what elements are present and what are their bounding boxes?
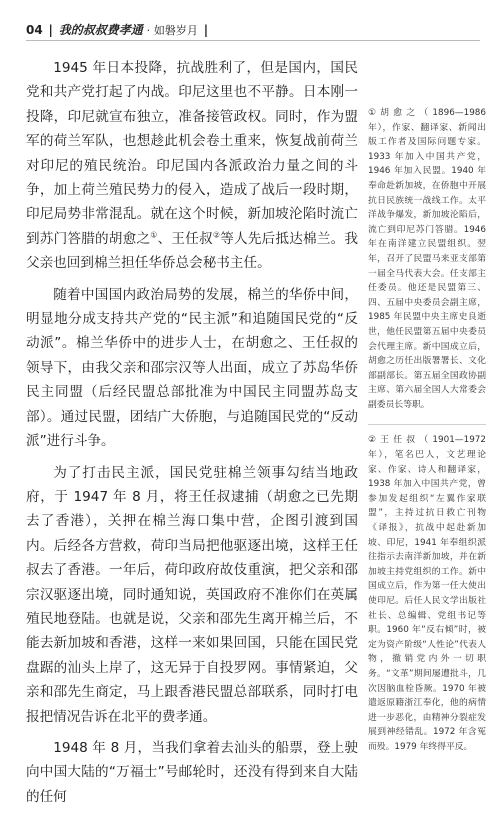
paragraph: 随着中国国内政治局势的发展，棉兰的华侨中间，明显地分成支持共产党的“民主派”和追随国民党的“反动派”。棉兰华侨中的进步人士，在胡愈之、王任叔的领导下，由我父亲和邵宗汉等人出面，成立了苏岛华侨民主同盟（后经民盟总部批准为中国民主同盟苏岛支部）。通过民盟，团结广大侨胞，与追随国民党的“反动派”进行斗争。 xyxy=(26,286,358,450)
footnote-2 xyxy=(368,424,486,754)
header-separator-end: | xyxy=(203,23,209,37)
footnote-text: 胡愈之（1896—1986 年），作家、翻译家、新闻出版工作者及国际问题专家。1933 年加入中国共产党，1946 年加入民盟。1940 年奉命赴新加坡，在侨胞中开展抗日民族统一战线工作。太平洋战争爆发，新加坡沦陷后，流亡到印尼苏门答腊。1946 年在南洋建立民盟组织。翌年，召开了民盟马来亚支部第一届全马代表大会。任支部主任委员。他还是民盟第三、四、五届中央委员会副主席，1985 年民盟中央主席史良逝世，他任民盟第五届中央委员会代理主席。新中国成立后，胡愈之历任出版署署长、文化部副部长。第五届全国政协副主席、第六届全国人大常委会副委员长等职。 xyxy=(368,108,486,410)
book-title: 我的叔叔费孝通 xyxy=(58,23,143,37)
paragraph-text: 、王任叔 xyxy=(157,230,213,247)
footnote-text: 王任叔（1901—1972 年），笔名巴人，文艺理论家、作家、诗人和翻译家，1938 年加入中国共产党，曾参加发起组织“左翼作家联盟”，主持过抗日救亡刊物《译报》，抗战中起赴新加坡、印尼，1941 年奉组织派往指示去南洋新加坡，并在新加坡主持党组织的工作。新中国成立后，作为第一任大使出使印尼。后任人民文学出版社社长、总编辑、党组书记等职。1960 年“反右倾”时，被定为资产阶级“人性论”代表人物，撤销党内外一切职务。“文革”期间屡遭批斗，几次因脑血栓昏厥。1970 年被遣返原籍浙江奉化，他的病情进一步恶化，由精神分裂症发展到神经错乱。1972 年含冤而殁。1979 年终得平反。 xyxy=(368,435,486,752)
main-text xyxy=(26,56,358,816)
footnote-marker: ② xyxy=(368,435,381,446)
page-number: 04 xyxy=(26,23,43,37)
paragraph-text: 等人先后抵达棉兰。我父亲也回到棉兰担任华侨总会秘书主任。 xyxy=(26,230,359,272)
margin-notes xyxy=(368,106,486,755)
header-separator: | xyxy=(48,23,53,37)
header-rule xyxy=(26,40,480,41)
running-header xyxy=(26,22,480,39)
paragraph: 1948 年 8 月，当我们拿着去汕头的船票，登上驶向中国大陆的“万福士”号邮轮时，还没有得到来自大陆的任何 xyxy=(26,739,358,805)
paragraph: 为了打击民主派，国民党驻棉兰领事勾结当地政府，于 1947 年 8 月，将王任叔逮捕（胡愈之已先期去了香港），关押在棉兰海口集中营，企图引渡到国内。后经各方营救，荷印当局把他驱逐出境，这样王任叔去了香港。一年后，荷印政府故伎重演，把父亲和邵宗汉驱逐出境，同时通知说，英国政府不准你们在英属殖民地登陆。也就是说，父亲和邵先生离开棉兰后，不能去新加坡和香港，这样一来如果回国，只能在国民党盘踞的汕头上岸了，这无异于自投罗网。事情紧迫，父亲和邵先生商定，马上跟香港民盟总部联系，同时打电报把情况告诉在北平的费孝通。 xyxy=(26,464,358,725)
header-dot: · xyxy=(146,24,151,37)
footnote-marker: ① xyxy=(368,108,381,118)
footnote-1 xyxy=(368,106,486,412)
paragraph-text: 1945 年日本投降，抗战胜利了，但是国内，国民党和共产党打起了内战。印尼这里也不平静。日本刚一投降，印尼就宣布独立，准备接管政权。同时，作为盟军的荷兰军队，也想趁此机会卷土重来，恢复战前荷兰对印尼的殖民统治。印尼国内各派政治力量之间的斗争，加上荷兰殖民势力的侵入，造成了战后一段时期，印尼局势非常混乱。就在这个时候，新加坡沦陷时流亡到苏门答腊的胡愈之 xyxy=(26,60,358,247)
footnote-ref-2[interactable]: ② xyxy=(212,230,221,240)
footnote-ref-1[interactable]: ① xyxy=(150,230,158,240)
section-title: 如磐岁月 xyxy=(153,24,198,37)
paragraph xyxy=(26,56,358,276)
